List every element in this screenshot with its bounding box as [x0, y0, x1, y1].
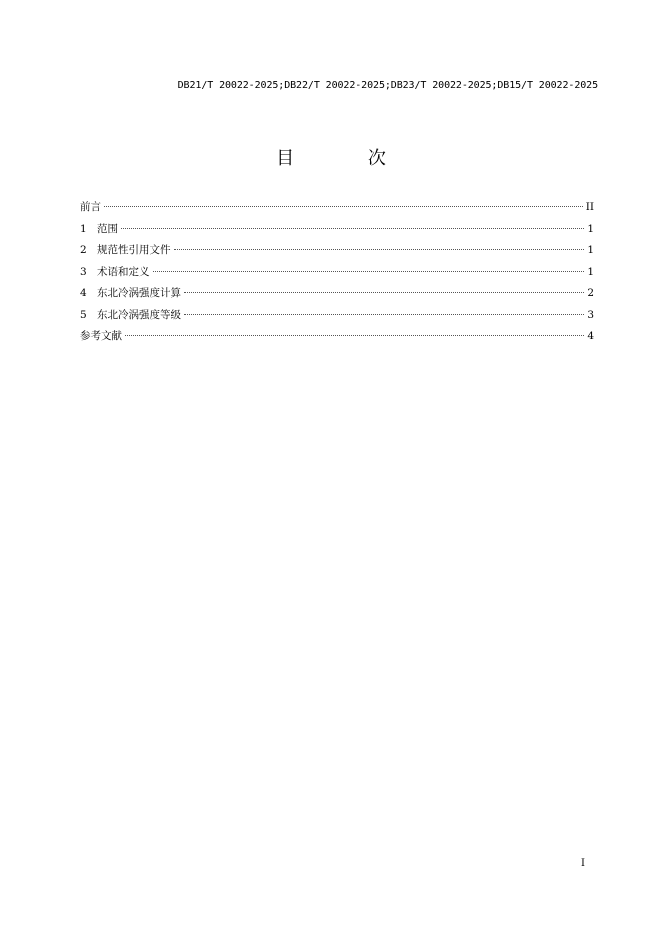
toc-entry-scope[interactable]	[80, 222, 594, 244]
toc-leader-dots	[174, 249, 585, 250]
toc-entry-label: 范围	[97, 222, 118, 235]
page-number: I	[581, 858, 585, 869]
toc-title: 目 次	[276, 148, 420, 169]
toc-entry-number: 2	[80, 244, 87, 256]
toc-entry-page: 4	[587, 330, 594, 342]
toc-entry-page: 1	[587, 222, 594, 235]
toc-entry-label: 术语和定义	[97, 265, 150, 278]
toc-entry-normative-references[interactable]	[80, 243, 594, 265]
toc-entry-label: 前言	[80, 201, 101, 213]
toc-entry-number: 4	[80, 287, 87, 299]
toc-entry-bibliography[interactable]	[80, 329, 594, 351]
toc-entry-intensity-calculation[interactable]	[80, 286, 594, 308]
toc-leader-dots	[121, 228, 584, 229]
toc-entry-label: 东北冷涡强度等级	[97, 308, 181, 321]
toc-entry-number: 1	[80, 222, 87, 235]
toc-entry-terms-definitions[interactable]	[80, 265, 594, 287]
toc-entry-page: 1	[587, 244, 594, 256]
toc-leader-dots	[184, 292, 584, 293]
toc-leader-dots	[153, 271, 585, 272]
toc-leader-dots	[125, 335, 584, 336]
toc-entry-page: 1	[587, 265, 594, 278]
table-of-contents	[80, 200, 594, 351]
toc-leader-dots	[104, 206, 583, 207]
toc-entry-label: 东北冷涡强度计算	[97, 287, 181, 299]
toc-entry-number: 5	[80, 308, 87, 321]
toc-entry-foreword[interactable]	[80, 200, 594, 222]
toc-entry-label: 参考文献	[80, 330, 122, 342]
toc-leader-dots	[184, 314, 584, 315]
toc-entry-number: 3	[80, 265, 87, 278]
standard-code-header: DB21/T 20022-2025;DB22/T 20022-2025;DB23/T 20022-2025;DB15/T 20022-2025	[177, 80, 598, 91]
toc-entry-intensity-grade[interactable]	[80, 308, 594, 330]
toc-entry-page: II	[585, 201, 594, 213]
toc-entry-label: 规范性引用文件	[97, 244, 171, 256]
toc-entry-page: 2	[587, 287, 594, 299]
toc-entry-page: 3	[587, 308, 594, 321]
